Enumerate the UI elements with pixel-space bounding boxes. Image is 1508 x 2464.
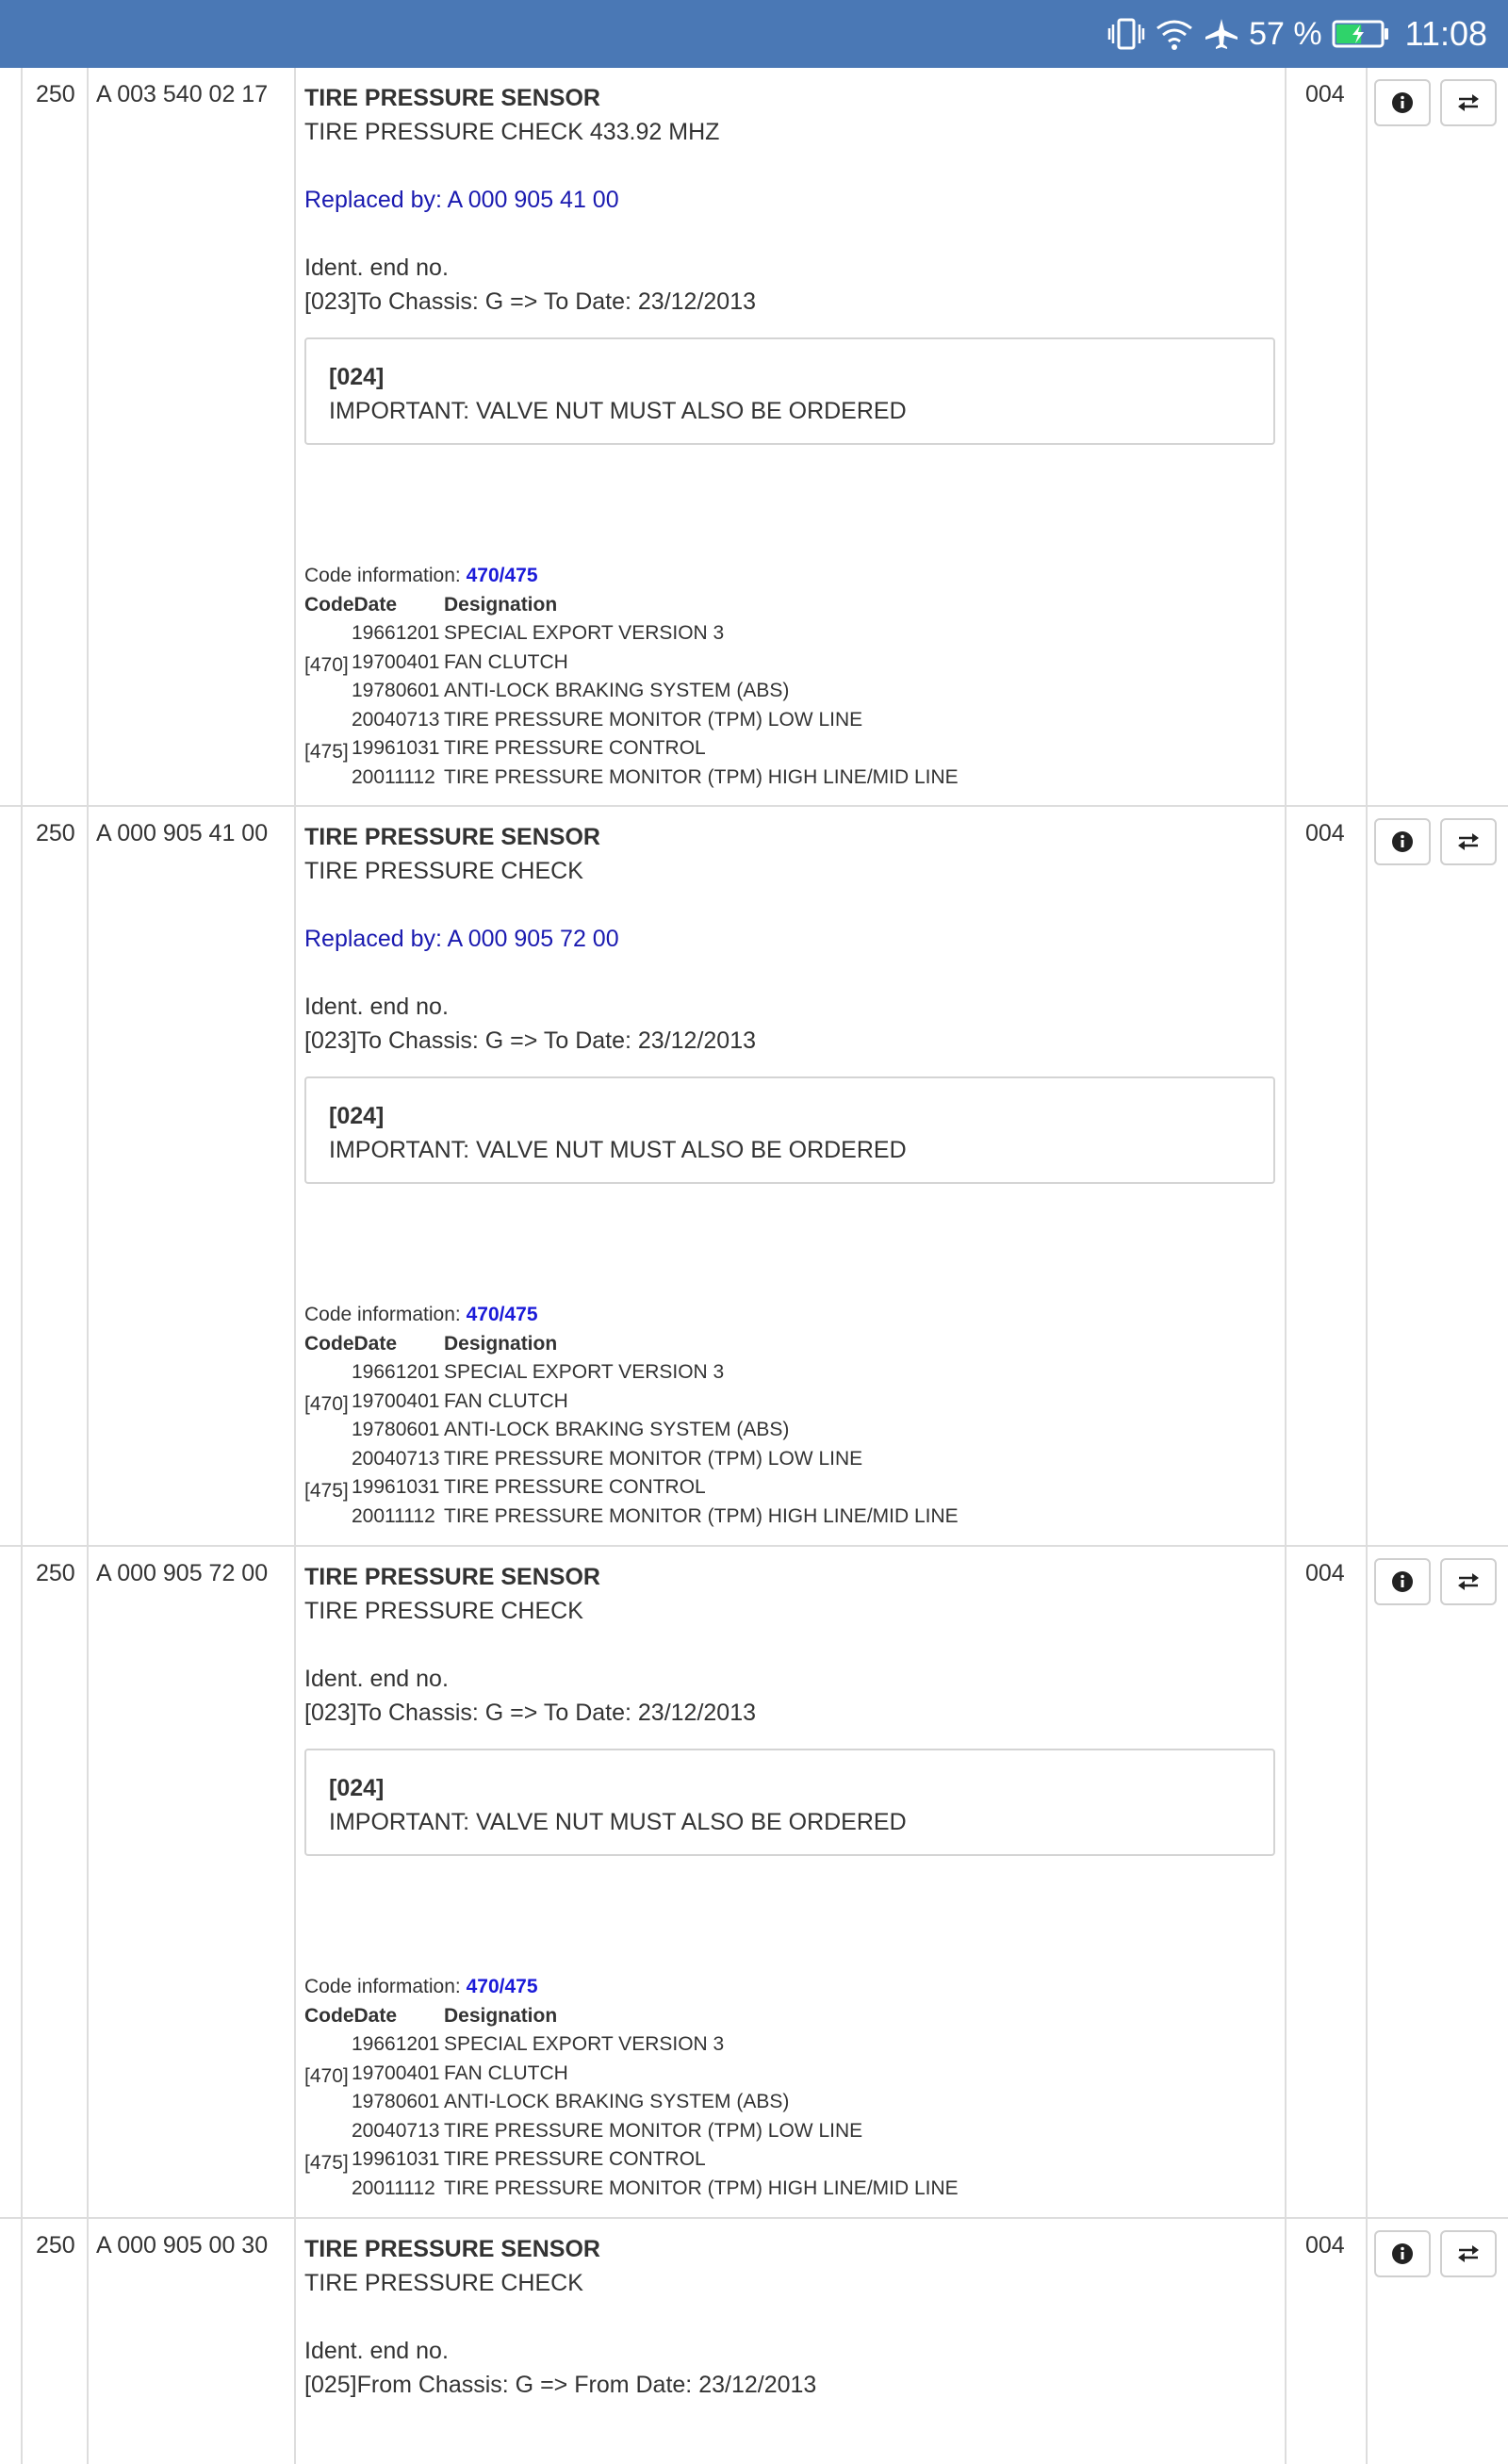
note-box (304, 337, 1275, 445)
part-count: 004 (1305, 820, 1345, 846)
part-row (0, 68, 1508, 807)
vibrate-icon (1107, 17, 1145, 51)
clock: 11:08 (1404, 14, 1487, 53)
code-date: 19780601 (352, 1419, 440, 1440)
code-info-link[interactable]: 470/475 (466, 565, 538, 586)
part-description (304, 2232, 1277, 2402)
chassis-info: [025]From Chassis: G => From Date: 23/12/2013 (304, 2372, 817, 2398)
quantity: 250 (36, 2232, 75, 2259)
code-date: 20011112 (352, 765, 435, 788)
exchange-button[interactable] (1440, 1558, 1497, 1605)
code-line (304, 2175, 1247, 2204)
note-text: IMPORTANT: VALVE NUT MUST ALSO BE ORDERED (329, 1137, 907, 1163)
exchange-arrows-icon (1455, 91, 1482, 114)
code-date: 20011112 (352, 2177, 435, 2199)
part-description (304, 1560, 1277, 1856)
designation-header: Designation (444, 593, 558, 616)
code-designation: TIRE PRESSURE MONITOR (TPM) HIGH LINE/MID LINE (444, 765, 959, 788)
code-date: 20040713 (352, 2119, 440, 2142)
code-group-label: [475] (304, 1479, 349, 1502)
ident-label: Ident. end no. (304, 255, 449, 281)
code-date: 19700401 (352, 2062, 440, 2084)
code-line (304, 1416, 1247, 1445)
chassis-info: [023]To Chassis: G => To Date: 23/12/2013 (304, 1700, 757, 1726)
code-date: 19780601 (352, 2091, 440, 2112)
part-row (0, 1547, 1508, 2219)
code-line (304, 2060, 1247, 2089)
code-date: 19700401 (352, 1389, 440, 1412)
code-info-label: Code information: (304, 1976, 467, 1997)
code-date-header: CodeDate (304, 593, 398, 616)
status-bar (0, 0, 1508, 68)
code-date: 19961031 (352, 1476, 440, 1498)
code-line (304, 2117, 1247, 2146)
code-line (304, 1388, 1247, 1417)
code-group (304, 2117, 1247, 2204)
part-subtitle: TIRE PRESSURE CHECK (304, 2270, 583, 2296)
quantity: 250 (36, 81, 75, 107)
code-date: 19661201 (352, 1361, 440, 1383)
code-date: 19961031 (352, 2148, 440, 2170)
part-description (304, 81, 1277, 445)
code-group-label: [470] (304, 1393, 349, 1415)
code-designation: TIRE PRESSURE MONITOR (TPM) LOW LINE (444, 708, 863, 731)
quantity: 250 (36, 820, 75, 846)
code-group (304, 1358, 1247, 1445)
code-designation: SPECIAL EXPORT VERSION 3 (444, 1361, 725, 1383)
code-date-header: CodeDate (304, 1332, 398, 1355)
code-designation: TIRE PRESSURE CONTROL (444, 2148, 706, 2170)
part-title: TIRE PRESSURE SENSOR (304, 2236, 600, 2262)
code-designation: TIRE PRESSURE CONTROL (444, 1476, 706, 1498)
chassis-info: [023]To Chassis: G => To Date: 23/12/2013 (304, 288, 757, 315)
note-code: [024] (329, 1103, 385, 1129)
ident-label: Ident. end no. (304, 994, 449, 1020)
info-button[interactable] (1374, 818, 1431, 865)
quantity: 250 (36, 1560, 75, 1586)
part-subtitle: TIRE PRESSURE CHECK 433.92 MHZ (304, 119, 720, 145)
part-description (304, 820, 1277, 1184)
part-title: TIRE PRESSURE SENSOR (304, 1564, 600, 1590)
part-count: 004 (1305, 2232, 1345, 2259)
part-title: TIRE PRESSURE SENSOR (304, 85, 600, 111)
info-icon (1391, 1570, 1414, 1593)
exchange-arrows-icon (1455, 830, 1482, 853)
code-info-link[interactable]: 470/475 (466, 1304, 538, 1325)
exchange-button[interactable] (1440, 2230, 1497, 2277)
code-designation: TIRE PRESSURE MONITOR (TPM) HIGH LINE/MID LINE (444, 1504, 959, 1527)
code-designation: ANTI-LOCK BRAKING SYSTEM (ABS) (444, 680, 790, 701)
wifi-icon (1155, 17, 1194, 51)
code-group-label: [470] (304, 2065, 349, 2087)
note-code: [024] (329, 1775, 385, 1801)
code-line (304, 619, 1247, 649)
part-count: 004 (1305, 1560, 1345, 1586)
code-designation: FAN CLUTCH (444, 650, 568, 673)
code-group (304, 2030, 1247, 2117)
code-designation: SPECIAL EXPORT VERSION 3 (444, 2033, 725, 2055)
chassis-info: [023]To Chassis: G => To Date: 23/12/2013 (304, 1027, 757, 1054)
code-line (304, 1445, 1247, 1474)
info-icon (1391, 2242, 1414, 2265)
code-date: 19661201 (352, 2033, 440, 2055)
code-date: 20040713 (352, 1447, 440, 1470)
exchange-button[interactable] (1440, 818, 1497, 865)
ident-label: Ident. end no. (304, 1666, 449, 1692)
code-date: 19780601 (352, 680, 440, 701)
exchange-button[interactable] (1440, 79, 1497, 126)
part-row (0, 2219, 1508, 2464)
part-title: TIRE PRESSURE SENSOR (304, 824, 600, 850)
part-number: A 000 905 00 30 (96, 2232, 269, 2259)
code-designation: TIRE PRESSURE CONTROL (444, 737, 706, 759)
code-date: 19961031 (352, 737, 440, 759)
code-designation: ANTI-LOCK BRAKING SYSTEM (ABS) (444, 1419, 790, 1440)
battery-charging-icon (1332, 19, 1390, 49)
designation-header: Designation (444, 1332, 558, 1355)
code-line (304, 2088, 1247, 2117)
part-number: A 003 540 02 17 (96, 81, 269, 107)
note-text: IMPORTANT: VALVE NUT MUST ALSO BE ORDERED (329, 398, 907, 424)
code-line (304, 706, 1247, 735)
code-designation: SPECIAL EXPORT VERSION 3 (444, 622, 725, 644)
code-line (304, 677, 1247, 706)
code-date: 19661201 (352, 622, 440, 644)
code-line (304, 1358, 1247, 1388)
code-date: 20011112 (352, 1504, 435, 1527)
part-row (0, 807, 1508, 1547)
code-group (304, 619, 1247, 706)
info-icon (1391, 830, 1414, 853)
code-information (304, 1973, 1247, 2203)
code-info-label: Code information: (304, 565, 467, 586)
code-line (304, 1503, 1247, 1532)
battery-percent: 57 % (1249, 16, 1322, 52)
exchange-arrows-icon (1455, 2242, 1482, 2265)
code-group-label: [470] (304, 654, 349, 676)
part-count: 004 (1305, 81, 1345, 107)
code-designation: TIRE PRESSURE MONITOR (TPM) LOW LINE (444, 2119, 863, 2142)
code-designation: TIRE PRESSURE MONITOR (TPM) HIGH LINE/MID LINE (444, 2177, 959, 2199)
code-designation: FAN CLUTCH (444, 1389, 568, 1412)
airplane-icon (1204, 17, 1239, 51)
code-line (304, 2030, 1247, 2060)
info-button[interactable] (1374, 1558, 1431, 1605)
status-icons (1107, 13, 1487, 55)
part-number: A 000 905 41 00 (96, 820, 269, 846)
code-line (304, 734, 1247, 764)
code-info-link[interactable]: 470/475 (466, 1976, 538, 1997)
code-date: 20040713 (352, 708, 440, 731)
info-icon (1391, 91, 1414, 114)
designation-header: Designation (444, 2004, 558, 2027)
note-box (304, 1749, 1275, 1856)
replaced-by-link[interactable]: Replaced by: A 000 905 41 00 (304, 187, 619, 213)
code-line (304, 649, 1247, 678)
code-designation: ANTI-LOCK BRAKING SYSTEM (ABS) (444, 2091, 790, 2112)
replaced-by-link[interactable]: Replaced by: A 000 905 72 00 (304, 926, 619, 952)
code-group (304, 706, 1247, 793)
code-info-label: Code information: (304, 1304, 467, 1325)
info-button[interactable] (1374, 79, 1431, 126)
part-number: A 000 905 72 00 (96, 1560, 269, 1586)
part-subtitle: TIRE PRESSURE CHECK (304, 1598, 583, 1624)
code-designation: TIRE PRESSURE MONITOR (TPM) LOW LINE (444, 1447, 863, 1470)
code-group (304, 1445, 1247, 1532)
exchange-arrows-icon (1455, 1570, 1482, 1593)
code-designation: FAN CLUTCH (444, 2062, 568, 2084)
code-date-header: CodeDate (304, 2004, 398, 2027)
code-line (304, 2145, 1247, 2175)
ident-label: Ident. end no. (304, 2338, 449, 2364)
info-button[interactable] (1374, 2230, 1431, 2277)
code-line (304, 764, 1247, 793)
code-group-label: [475] (304, 740, 349, 763)
code-group-label: [475] (304, 2151, 349, 2174)
note-text: IMPORTANT: VALVE NUT MUST ALSO BE ORDERED (329, 1809, 907, 1835)
part-subtitle: TIRE PRESSURE CHECK (304, 858, 583, 884)
note-box (304, 1076, 1275, 1184)
code-date: 19700401 (352, 650, 440, 673)
code-line (304, 1473, 1247, 1503)
code-information (304, 1301, 1247, 1531)
code-information (304, 562, 1247, 792)
note-code: [024] (329, 364, 385, 390)
